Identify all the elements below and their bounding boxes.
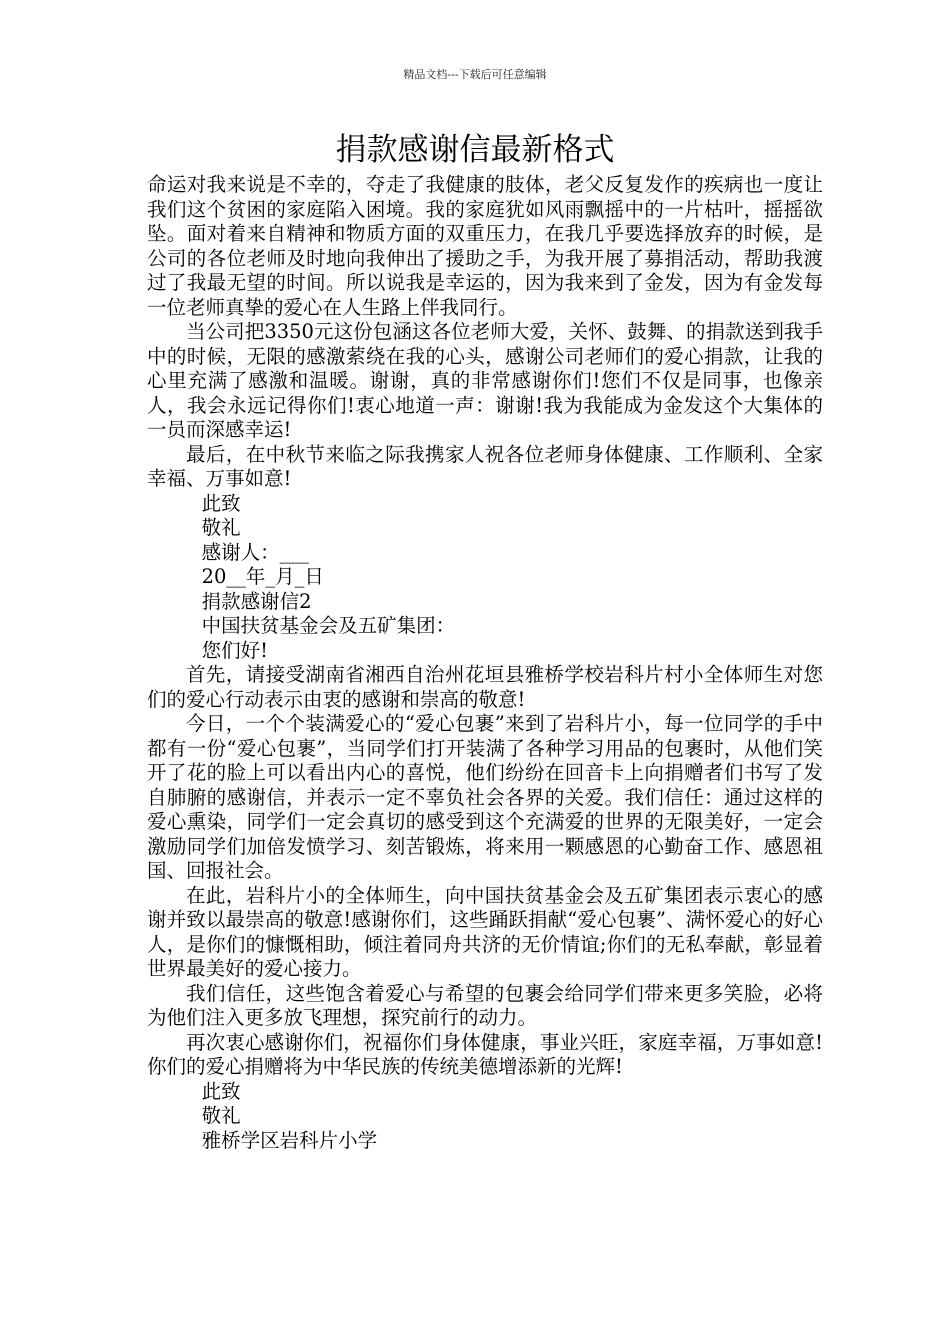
paragraph: 我们信任，这些饱含着爱心与希望的包裹会给同学们带来更多笑脸，必将为他们注入更多放飞理想，探究前行的动力。 — [147, 981, 823, 1029]
section-heading: 捐款感谢信2 — [201, 589, 312, 613]
paragraph: 在此，岩科片小的全体师生，向中国扶贫基金会及五矿集团表示衷心的感谢并致以最崇高的敬意!感谢你们，这些踊跃捐献“爱心包裹”、满怀爱心的好心人，是你们的慷慨相助，倾注着同舟共济的无价情谊;你们的无私奉献，彰显着世界最美好的爱心接力。 — [147, 883, 823, 980]
page-header: 精品文档---下载后可任意编辑 — [403, 68, 547, 81]
paragraph: 今日，一个个装满爱心的“爱心包裹”来到了岩科片小，每一位同学的手中都有一份“爱心包裹”，当同学们打开装满了各种学习用品的包裹时，从他们笑开了花的脸上可以看出内心的喜悦，他们纷纷在回音卡上向捐赠者们书写了发自肺腑的感谢信，并表示一定不辜负社会各界的关爱。我们信任：通过这样的爱心熏染，同学们一定会真切的感受到这个充满爱的世界的无限美好，一定会激励同学们加倍发愤学习、刻苦锻炼，将来用一颗感恩的心勤奋工作、感恩祖国、回报社会。 — [147, 712, 823, 882]
paragraph: 首先，请接受湖南省湘西自治州花垣县雅桥学校岩科片村小全体师生对您们的爱心行动表示由衷的感谢和崇高的敬意! — [147, 663, 823, 711]
salutation: 中国扶贫基金会及五矿集团： — [201, 614, 456, 637]
paragraph: 最后，在中秋节来临之际我携家人祝各位老师身体健康、工作顺利、全家幸福、万事如意! — [147, 442, 823, 490]
closing-line: 此致 — [201, 491, 241, 515]
date-line: 20__年_月_日 — [201, 565, 324, 588]
greeting: 您们好! — [201, 638, 268, 662]
closing-line: 此致 — [201, 1079, 241, 1103]
letter-body — [147, 173, 823, 1153]
paragraph: 当公司把3350元这份包涵这各位老师大爱，关怀、鼓舞、的捐款送到我手中的时候，无限的感激萦绕在我的心头，感谢公司老师们的爱心捐款，让我的心里充满了感激和温暖。谢谢，真的非常感谢你们!您们不仅是同事，也像亲人，我会永远记得你们!衷心地道一声：谢谢!我为我能成为金发这个大集体的一员而深感幸运! — [147, 320, 823, 441]
signature-line: 感谢人：___ — [201, 540, 309, 564]
document-title: 捐款感谢信最新格式 — [335, 132, 615, 168]
paragraph: 命运对我来说是不幸的，夺走了我健康的肢体，老父反复发作的疾病也一度让我们这个贫困的家庭陷入困境。我的家庭犹如风雨飘摇中的一片枯叶，摇摇欲坠。面对着来自精神和物质方面的双重压力，在我几乎要选择放弃的时候，是公司的各位老师及时地向我伸出了援助之手，为我开展了募捐活动，帮助我渡过了我最无望的时间。所以说我是幸运的，因为我来到了金发，因为有金发每一位老师真挚的爱心在人生路上伴我同行。 — [147, 173, 823, 319]
closing-line: 敬礼 — [201, 1104, 241, 1127]
signature-line: 雅桥学区岩科片小学 — [201, 1128, 378, 1152]
paragraph: 再次衷心感谢你们，祝福你们身体健康，事业兴旺，家庭幸福，万事如意!你们的爱心捐赠将为中华民族的传统美德增添新的光辉! — [147, 1030, 823, 1078]
closing-line: 敬礼 — [201, 516, 241, 539]
